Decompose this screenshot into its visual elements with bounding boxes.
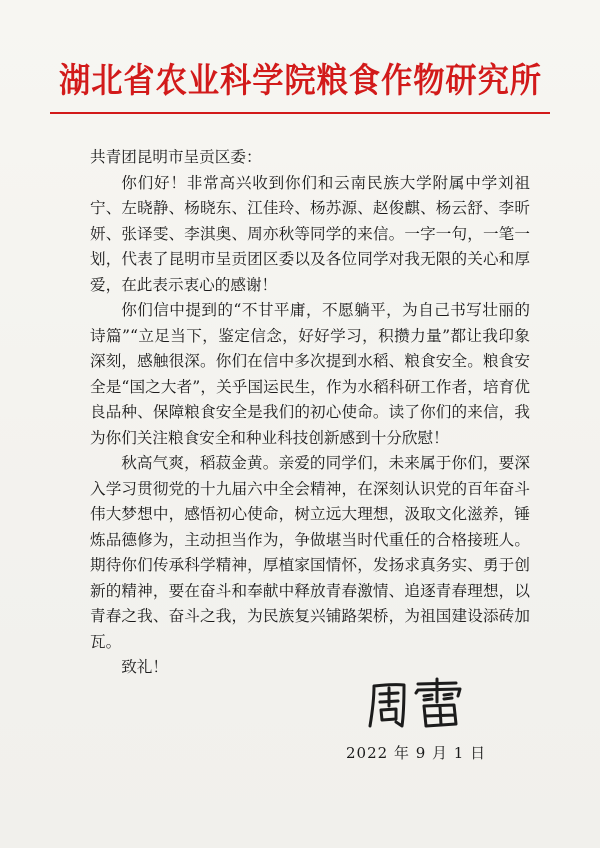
letter-body (90, 145, 530, 681)
letterhead-title: 湖北省农业科学院粮食作物研究所 (58, 61, 542, 101)
paragraph-food-security: 你们信中提到的“不甘平庸，不愿躺平，为自己书写壮丽的诗篇”“立足当下，鉴定信念，好好学习，积攒力量”都让我印象深刻，感触很深。你们在信中多次提到水稻、粮食安全。粮食安全是“国之大者”，关乎国运民生，作为水稻科研工作者，培育优良品种、保障粮食安全是我们的初心使命。读了你们的来信，我为你们关注粮食安全和种业科技创新感到十分欣慰！ (90, 301, 530, 447)
letterhead (0, 58, 600, 128)
closing-salute: 致礼！ (121, 658, 168, 676)
letterhead-divider (50, 112, 550, 114)
paragraph-encouragement: 秋高气爽，稻菽金黄。亲爱的同学们，未来属于你们，要深入学习贯彻党的十九届六中全会精神，在深刻认识党的百年奋斗伟大梦想中，感悟初心使命，树立远大理想，汲取文化滋养，锤炼品德修为，主动担当作为，争做堪当时代重任的合格接班人。期待你们传承科学精神，厚植家国情怀，发扬求真务实、勇于创新的精神，要在奋斗和奉献中释放青春激情、追逐青春理想，以青春之我、奋斗之我，为民族复兴铺路架桥，为祖国建设添砖加瓦。 (90, 454, 530, 651)
salutation: 共青团昆明市呈贡区委： (90, 148, 262, 166)
handwritten-signature (362, 676, 472, 732)
paragraph-greeting: 你们好！非常高兴收到你们和云南民族大学附属中学刘祖宁、左晓静、杨晓东、江佳玲、杨苏源、赵俊麒、杨云舒、李昕妍、张译雯、李淇奥、周亦秋等同学的来信。一字一句，一笔一划，代表了昆明市呈贡团区委以及各位同学对我无限的关心和厚爱，在此表示衷心的感谢！ (90, 173, 530, 294)
letter-date: 2022 年 9 月 1 日 (346, 744, 487, 762)
